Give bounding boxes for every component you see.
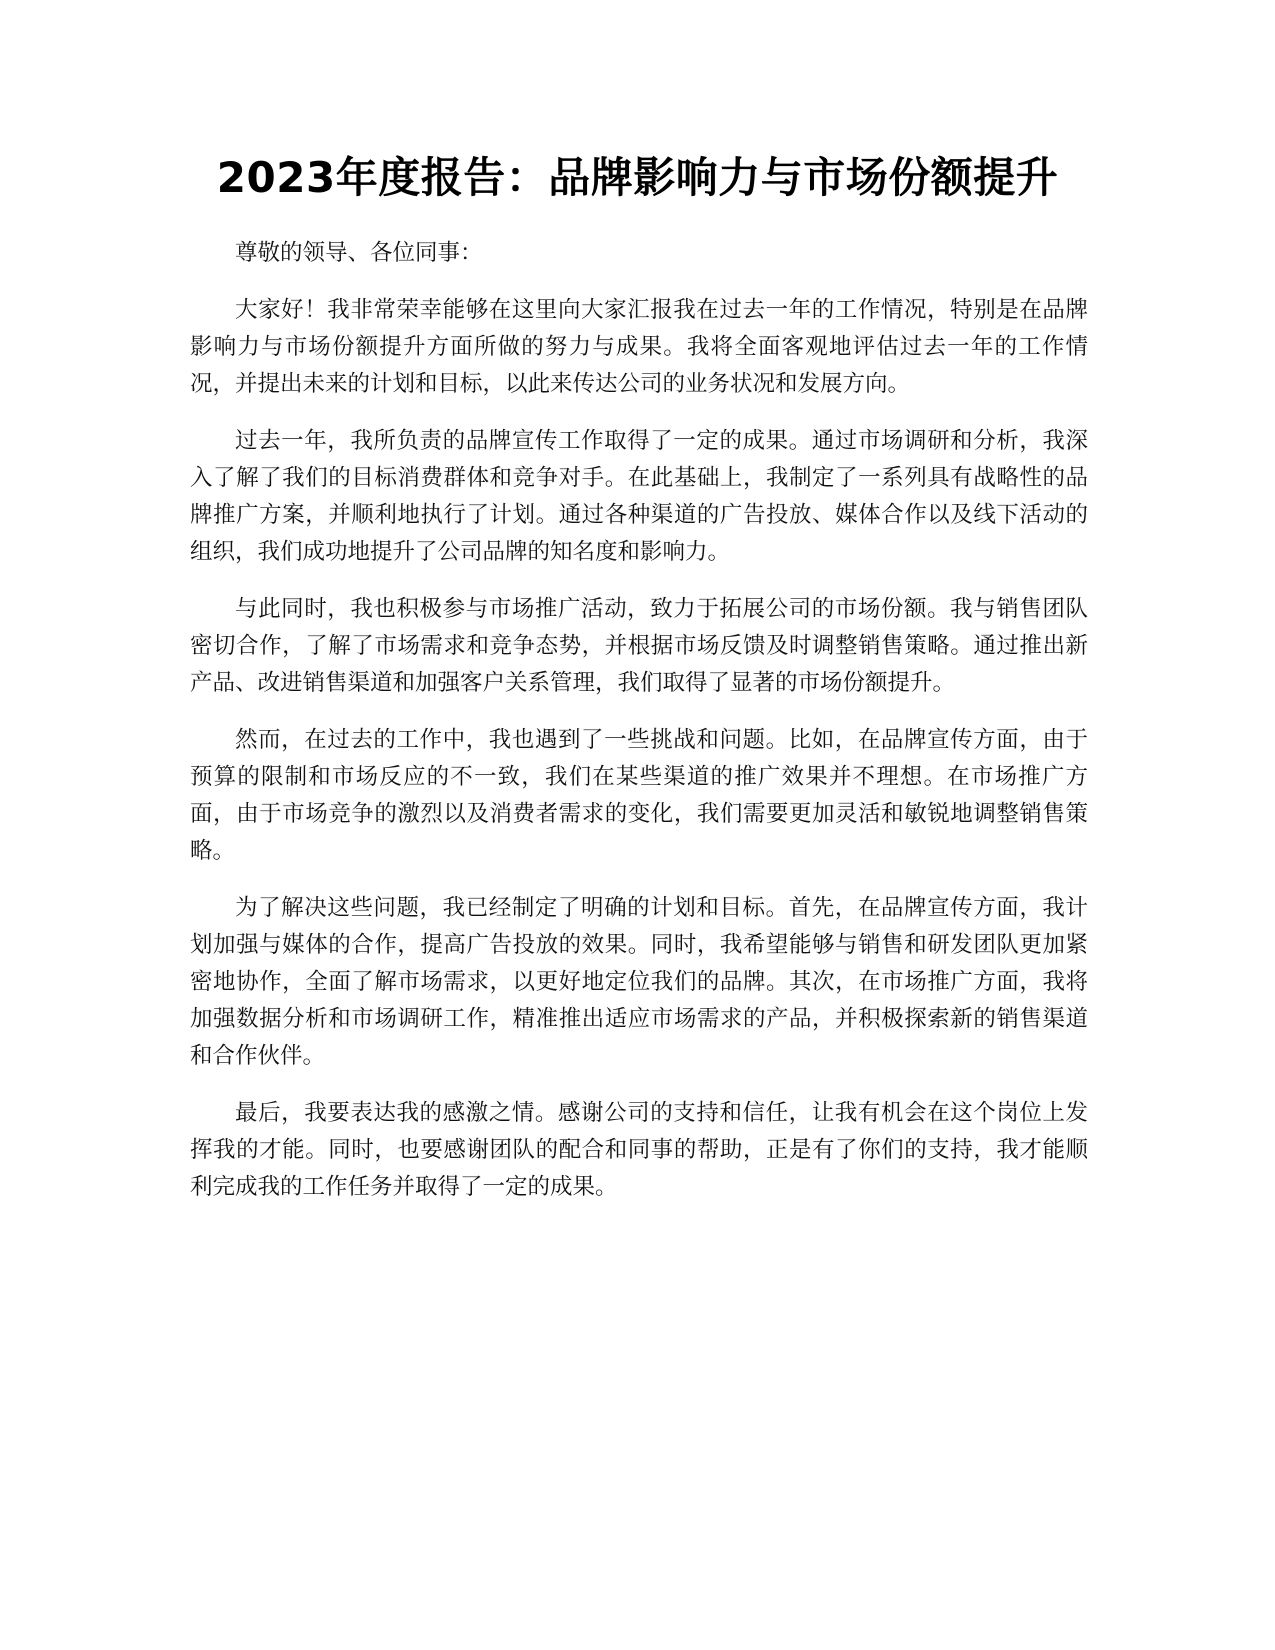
paragraph-thanks: 最后，我要表达我的感激之情。感谢公司的支持和信任，让我有机会在这个岗位上发挥我的才能。同时，也要感谢团队的配合和同事的帮助，正是有了你们的支持，我才能顺利完成我的工作任务并取得了一定的成果。	[190, 1100, 1088, 1200]
paragraph-market-share: 与此同时，我也积极参与市场推广活动，致力于拓展公司的市场份额。我与销售团队密切合作，了解了市场需求和竞争态势，并根据市场反馈及时调整销售策略。通过推出新产品、改进销售渠道和加强客户关系管理，我们取得了显著的市场份额提升。	[190, 596, 1088, 696]
document-body	[190, 235, 1088, 1226]
paragraph-brand-work: 过去一年，我所负责的品牌宣传工作取得了一定的成果。通过市场调研和分析，我深入了解了我们的目标消费群体和竞争对手。在此基础上，我制定了一系列具有战略性的品牌推广方案，并顺利地执行了计划。通过各种渠道的广告投放、媒体合作以及线下活动的组织，我们成功地提升了公司品牌的知名度和影响力。	[190, 428, 1088, 565]
salutation: 尊敬的领导、各位同事：	[235, 240, 483, 266]
paragraph-plans: 为了解决这些问题，我已经制定了明确的计划和目标。首先，在品牌宣传方面，我计划加强与媒体的合作，提高广告投放的效果。同时，我希望能够与销售和研发团队更加紧密地协作，全面了解市场需求，以更好地定位我们的品牌。其次，在市场推广方面，我将加强数据分析和市场调研工作，精准推出适应市场需求的产品，并积极探索新的销售渠道和合作伙伴。	[190, 895, 1088, 1069]
paragraph-challenges: 然而，在过去的工作中，我也遇到了一些挑战和问题。比如，在品牌宣传方面，由于预算的限制和市场反应的不一致，我们在某些渠道的推广效果并不理想。在市场推广方面，由于市场竞争的激烈以及消费者需求的变化，我们需要更加灵活和敏锐地调整销售策略。	[190, 727, 1088, 864]
paragraph-greeting: 大家好！我非常荣幸能够在这里向大家汇报我在过去一年的工作情况，特别是在品牌影响力与市场份额提升方面所做的努力与成果。我将全面客观地评估过去一年的工作情况，并提出未来的计划和目标，以此来传达公司的业务状况和发展方向。	[190, 297, 1088, 397]
document-title: 2023年度报告：品牌影响力与市场份额提升	[216, 153, 1059, 202]
